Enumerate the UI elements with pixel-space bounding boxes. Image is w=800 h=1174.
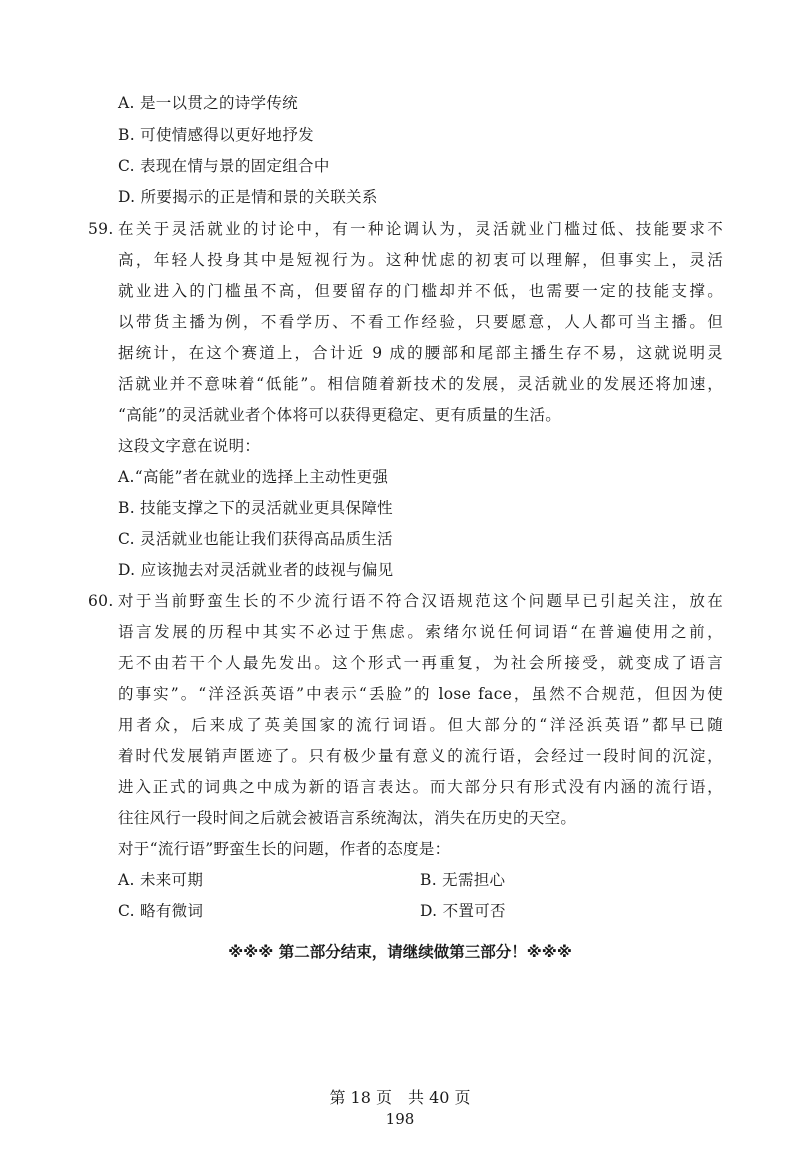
q60-number: 60. (88, 592, 114, 610)
q60-option-d: D. 不置可否 (420, 902, 506, 920)
q60-text-line: 进入正式的词典之中成为新的语言表达。而大部分只有形式没有内涵的流行语， (118, 778, 723, 796)
q59-option-b: B. 技能支撑之下的灵活就业更具保障性 (118, 499, 393, 517)
q60-text-line: 的事实”。“洋泾浜英语”中表示“丢脸”的 lose face，虽然不合规范，但因为使 (118, 685, 723, 703)
q59-text-line: 以带货主播为例，不看学历、不看工作经验，只要愿意，人人都可当主播。但 (118, 313, 723, 331)
q58-option-b: B. 可使情感得以更好地抒发 (118, 126, 314, 144)
q60-option-a: A. 未来可期 (118, 871, 204, 889)
q59-prompt: 这段文字意在说明： (118, 437, 261, 455)
q59-text-line: 据统计，在这个赛道上，合计近 9 成的腰部和尾部主播生存不易，这就说明灵 (118, 344, 723, 362)
q60-option-c: C. 略有微词 (118, 902, 204, 920)
q59-text-line: 高，年轻人投身其中是短视行为。这种忧虑的初衷可以理解，但事实上，灵活 (118, 251, 723, 269)
q58-option-c: C. 表现在情与景的固定组合中 (118, 157, 330, 175)
q59-text-line: 在关于灵活就业的讨论中，有一种论调认为，灵活就业门槛过低、技能要求不 (118, 220, 723, 238)
q60-prompt: 对于“流行语”野蛮生长的问题，作者的态度是： (118, 840, 451, 858)
q58-option-d: D. 所要揭示的正是情和景的关联关系 (118, 188, 378, 206)
q59-option-a: A.“高能”者在就业的选择上主动性更强 (118, 468, 389, 486)
q59-text-line: “高能”的灵活就业者个体将可以获得更稳定、更有质量的生活。 (118, 406, 562, 424)
q59-option-c: C. 灵活就业也能让我们获得高品质生活 (118, 530, 393, 548)
q60-option-b: B. 无需担心 (420, 871, 506, 889)
page-total-number: 198 (385, 1110, 415, 1128)
q60-text-line: 对于当前野蛮生长的不少流行语不符合汉语规范这个问题早已引起关注，放在 (118, 592, 723, 610)
q60-text-line: 用者众，后来成了英美国家的流行词语。但大部分的“洋泾浜英语”都早已随 (118, 716, 723, 734)
q58-option-a: A. 是一以贯之的诗学传统 (118, 94, 298, 112)
section-end-note: ※※※ 第二部分结束，请继续做第三部分！※※※ (228, 943, 572, 961)
q60-text-line: 着时代发展销声匿迹了。只有极少量有意义的流行语，会经过一段时间的沉淀， (118, 747, 723, 765)
q59-option-d: D. 应该抛去对灵活就业者的歧视与偏见 (118, 561, 394, 579)
q60-text-line: 语言发展的历程中其实不必过于焦虑。索绪尔说任何词语“在普遍使用之前， (118, 623, 723, 641)
q60-text-line: 往往风行一段时间之后就会被语言系统淘汰，消失在历史的天空。 (118, 809, 577, 827)
q59-text-line: 活就业并不意味着“低能”。相信随着新技术的发展，灵活就业的发展还将加速， (118, 375, 723, 393)
page-number-label: 第 18 页 共 40 页 (329, 1088, 471, 1107)
q59-number: 59. (88, 220, 114, 238)
q60-text-line: 无不由若干个人最先发出。这个形式一再重复，为社会所接受，就变成了语言 (118, 654, 723, 672)
q59-text-line: 就业进入的门槛虽不高，但要留存的门槛却并不低，也需要一定的技能支撑。 (118, 282, 723, 300)
